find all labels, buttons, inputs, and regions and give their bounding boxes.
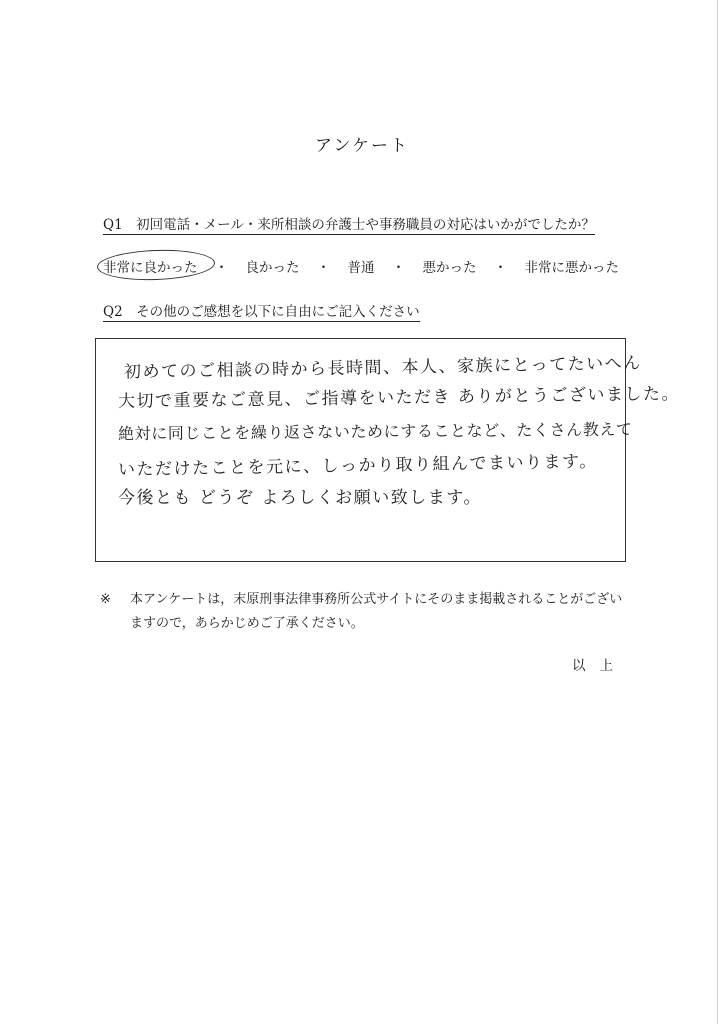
option-separator: ・ xyxy=(316,260,331,276)
option-separator: ・ xyxy=(214,260,229,276)
option-normal[interactable] xyxy=(348,256,375,276)
option-very-bad[interactable] xyxy=(525,256,620,276)
notice-text: 本アンケートは，末原刑事法律事務所公式サイトにそのまま掲載されることがございますので，あらかじめご了承ください。 xyxy=(130,592,623,631)
question-1-options xyxy=(103,256,619,276)
option-label: 非常に悪かった xyxy=(524,260,619,276)
page-title: アンケート xyxy=(315,136,409,156)
option-bad[interactable] xyxy=(423,256,477,276)
option-label: 普通 xyxy=(347,260,375,276)
option-label: 悪かった xyxy=(422,260,477,276)
handwritten-line: いただけたことを元に、しっかり取り組んでまいります。 xyxy=(117,451,598,481)
notice-mark: ※ xyxy=(100,592,111,607)
publication-notice xyxy=(100,588,630,636)
handwritten-line: 初めてのご相談の時から長時間、本人、家族にとってたいへん xyxy=(123,353,642,383)
option-separator: ・ xyxy=(391,260,406,276)
handwritten-line: 絶対に同じことを繰り返さないためにすることなど、たくさん教えて xyxy=(117,419,633,444)
option-label: 良かった xyxy=(245,260,300,276)
option-good[interactable] xyxy=(246,256,300,276)
handwritten-line: 今後とも どうぞ よろしくお願い致します。 xyxy=(118,488,482,508)
option-label: 非常に良かった xyxy=(103,260,198,276)
free-comment-box[interactable] xyxy=(95,338,681,562)
selected-circle-mark xyxy=(97,248,216,282)
option-separator: ・ xyxy=(493,260,508,276)
question-2: Q2 その他のご感想を以下に自由にご記入ください xyxy=(103,300,420,322)
option-very-good[interactable] xyxy=(103,256,198,276)
closing-text: 以上 xyxy=(572,658,627,674)
handwritten-line: 大切で重要なご意見、ご指導をいただき ありがとうございました。 xyxy=(117,384,681,412)
question-1: Q1 初回電話・メール・来所相談の弁護士や事務職員の対応はいかがでしたか？ xyxy=(103,213,595,235)
